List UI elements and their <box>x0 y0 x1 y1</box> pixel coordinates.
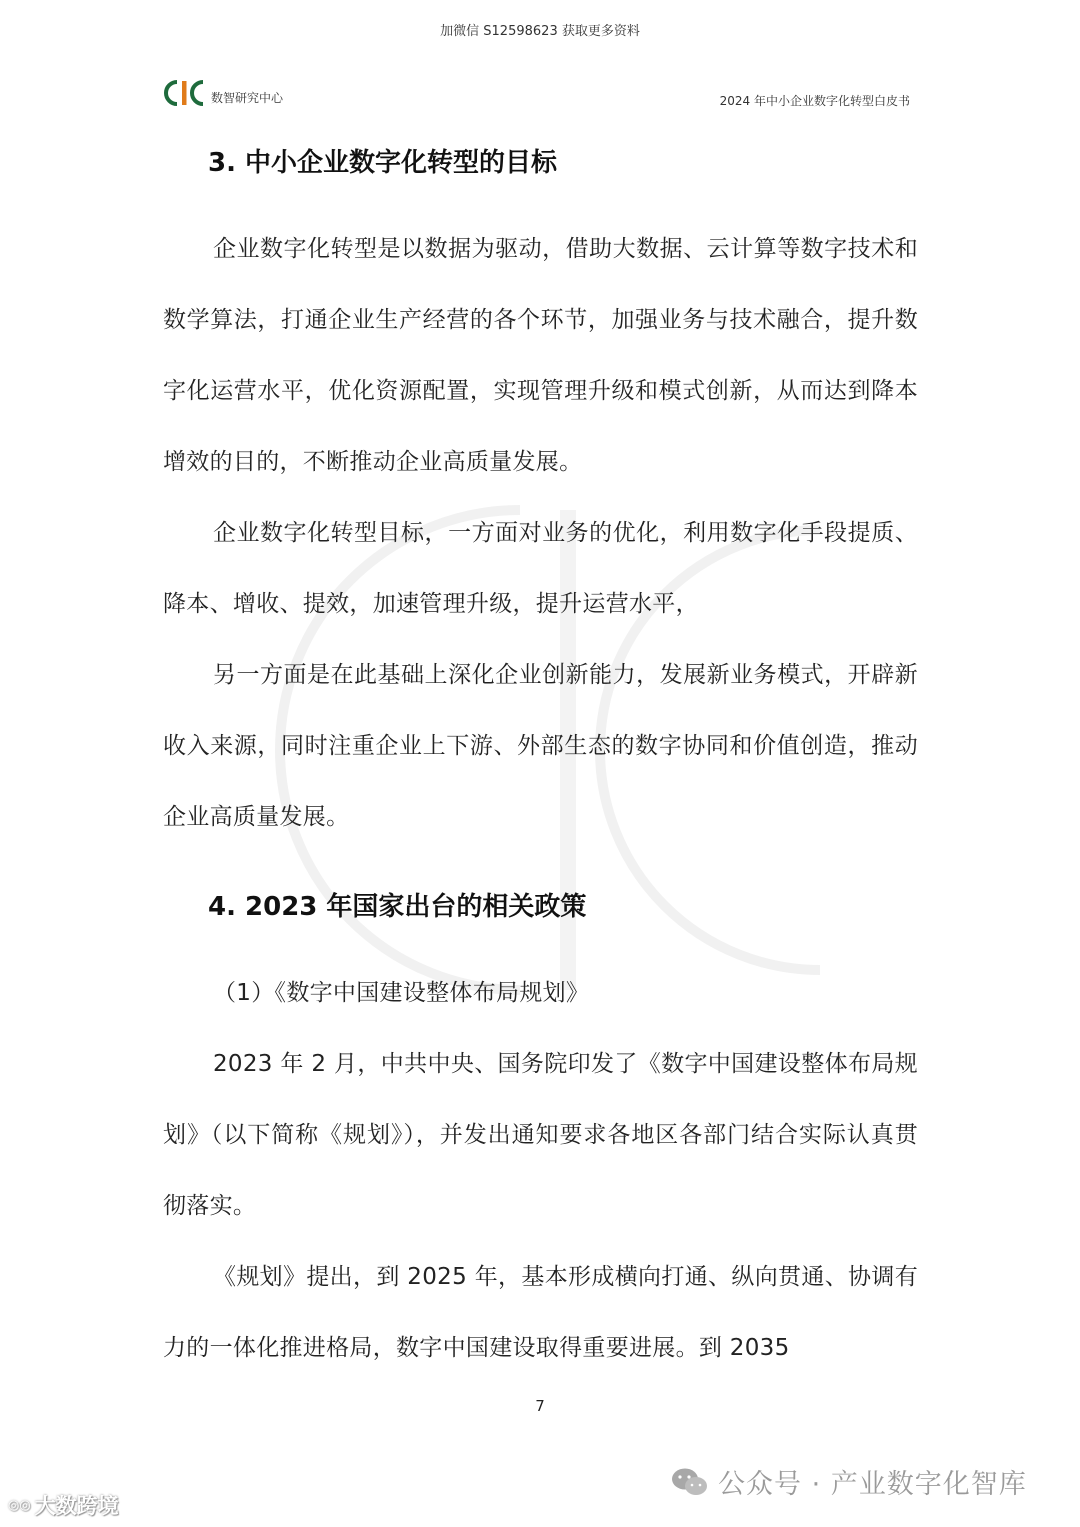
section-4-heading: 4. 2023 年国家出台的相关政策 <box>208 892 587 922</box>
section-3-paragraph-2: 企业数字化转型目标，一方面对业务的优化，利用数字化手段提质、降本、增收、提效，加速管理升级，提升运营水平， <box>163 520 918 617</box>
cic-logo <box>163 76 283 108</box>
wechat-account-watermark <box>670 1462 1027 1501</box>
logo-text: 数智研究中心 <box>211 91 284 105</box>
brand-logo-icon: ◎◎ <box>8 1497 31 1513</box>
section-3-body <box>163 214 918 853</box>
wechat-account-text: 公众号 · 产业数字化智库 <box>718 1469 1027 1500</box>
brand-text: 大数跨境 <box>34 1494 119 1518</box>
section-3-paragraph-3: 另一方面是在此基础上深化企业创新能力，发展新业务模式，开辟新收入来源，同时注重企业上下游、外部生态的数字协同和价值创造，推动企业高质量发展。 <box>163 662 918 830</box>
section-4-paragraph-1: 2023 年 2 月，中共中央、国务院印发了《数字中国建设整体布局规划》（以下简称《规划》），并发出通知要求各地区各部门结合实际认真贯彻落实。 <box>163 1051 918 1219</box>
document-title: 2024 年中小企业数字化转型白皮书 <box>719 94 910 108</box>
wechat-icon <box>670 1466 710 1498</box>
section-4-subheading-1: （1）《数字中国建设整体布局规划》 <box>213 980 590 1006</box>
section-4-paragraph-2: 《规划》提出，到 2025 年，基本形成横向打通、纵向贯通、协调有力的一体化推进格局，数字中国建设取得重要进展。到 2035 <box>163 1264 918 1361</box>
section-3-paragraph-1: 企业数字化转型是以数据为驱动，借助大数据、云计算等数字技术和数学算法，打通企业生产经营的各个环节，加强业务与技术融合，提升数字化运营水平，优化资源配置，实现管理升级和模式创新，从而达到降本增效的目的，不断推动企业高质量发展。 <box>163 236 918 475</box>
section-3-heading: 3. 中小企业数字化转型的目标 <box>208 148 558 178</box>
cic-logo-icon <box>163 78 207 108</box>
section-4-body <box>163 958 918 1384</box>
top-watermark: 加微信 S12598623 获取更多资料 <box>440 24 640 39</box>
bottom-brand-watermark <box>8 1490 119 1520</box>
page-number: 7 <box>535 1397 545 1415</box>
